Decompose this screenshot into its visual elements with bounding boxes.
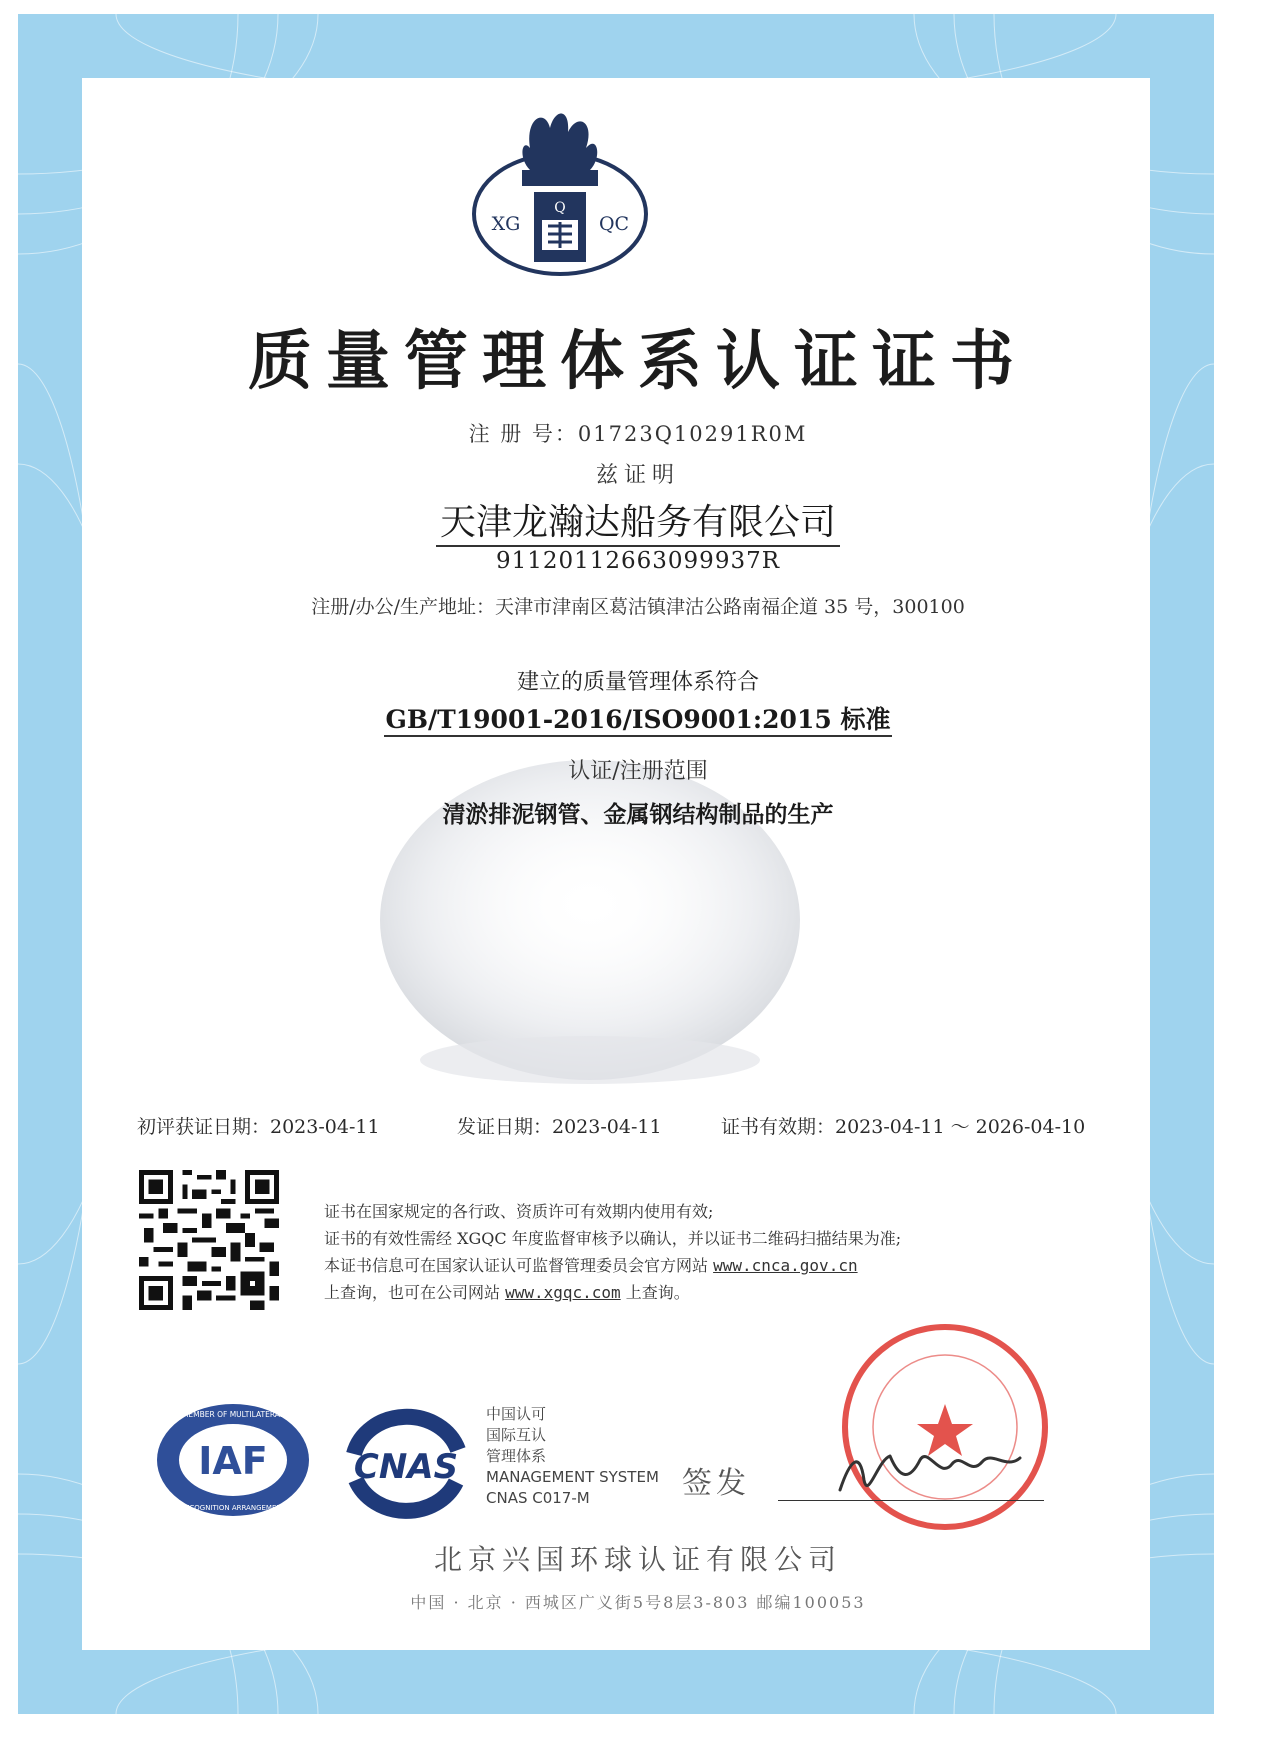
- certification-scope: 清淤排泥钢管、金属钢结构制品的生产: [442, 801, 834, 828]
- company-address: 注册/办公/生产地址：天津市津南区葛沽镇津沽公路南福企道 35 号，300100: [311, 596, 965, 618]
- certificate-title: 质量管理体系认证证书: [248, 324, 1028, 399]
- notice-line-3-text: 本证书信息可在国家认证认可监督管理委员会官方网站: [324, 1256, 714, 1275]
- issue-date: 发证日期：2023-04-11: [457, 1116, 662, 1138]
- cnas-line-3: 管理体系: [486, 1447, 547, 1465]
- issuer-name: 北京兴国环球认证有限公司: [433, 1543, 842, 1576]
- cnas-line-4: MANAGEMENT SYSTEM: [486, 1468, 659, 1486]
- standard-name: [0, 700, 1276, 736]
- issuer-address: 中国 · 北京 · 西城区广义街5号8层3-803 邮编100053: [410, 1593, 866, 1612]
- scope-label: 认证/注册范围: [568, 759, 708, 784]
- logo-right-text: QC: [598, 213, 630, 235]
- company-name-text: 天津龙瀚达船务有限公司: [436, 502, 840, 547]
- notice-line-2: 证书的有效性需经 XGQC 年度监督审核予以确认，并以证书二维码扫描结果为准;: [324, 1229, 902, 1248]
- iaf-text: IAF: [198, 1439, 268, 1483]
- iaf-ring-top: MEMBER OF MULTILATERAL: [181, 1410, 285, 1419]
- xgqc-website-link[interactable]: www.xgqc.com: [505, 1283, 621, 1302]
- signature-line: [778, 1500, 1044, 1501]
- iaf-logo-icon: [153, 1400, 313, 1520]
- cnca-website-link[interactable]: www.cnca.gov.cn: [713, 1256, 858, 1275]
- cnas-logo-icon: [336, 1398, 476, 1528]
- notice-line-3: [324, 1252, 901, 1279]
- certify-label: 兹证明: [595, 463, 680, 488]
- notice-line-4: [324, 1279, 901, 1306]
- notice-line-4-text: 上查询，也可在公司网站: [324, 1283, 506, 1302]
- cnas-line-5: CNAS C017-M: [486, 1489, 590, 1507]
- sign-label: 签发: [682, 1466, 750, 1501]
- established-statement: 建立的质量管理体系符合: [516, 670, 759, 695]
- cnas-line-1: 中国认可: [486, 1405, 547, 1423]
- standard-name-text: GB/T19001-2016/ISO9001:2015 标准: [384, 705, 893, 737]
- signature-icon: [820, 1420, 1040, 1510]
- cnas-description: [486, 1404, 659, 1509]
- company-name: [0, 494, 1276, 545]
- notice-line-4-suffix: 上查询。: [620, 1283, 690, 1302]
- validity-period: 证书有效期：2023-04-11 ～ 2026-04-10: [721, 1116, 1086, 1138]
- logo-center-text: Q: [554, 200, 566, 216]
- iaf-ring-bottom: RECOGNITION ARRANGEMENT: [180, 1504, 286, 1512]
- torch-emblem-icon: [470, 108, 650, 284]
- notice-line-1: 证书在国家规定的各行政、资质许可有效期内使用有效;: [324, 1202, 714, 1221]
- qr-code[interactable]: [139, 1170, 279, 1310]
- initial-certification-date: 初评获证日期：2023-04-11: [137, 1116, 380, 1138]
- registration-number: 注 册 号：01723Q10291R0M: [468, 422, 808, 446]
- logo-left-text: XG: [491, 213, 521, 235]
- credit-code: 91120112663099937R: [495, 548, 781, 574]
- cnas-line-2: 国际互认: [486, 1426, 547, 1444]
- cnas-text: CNAS: [353, 1447, 459, 1487]
- certificate-notice: [324, 1198, 901, 1306]
